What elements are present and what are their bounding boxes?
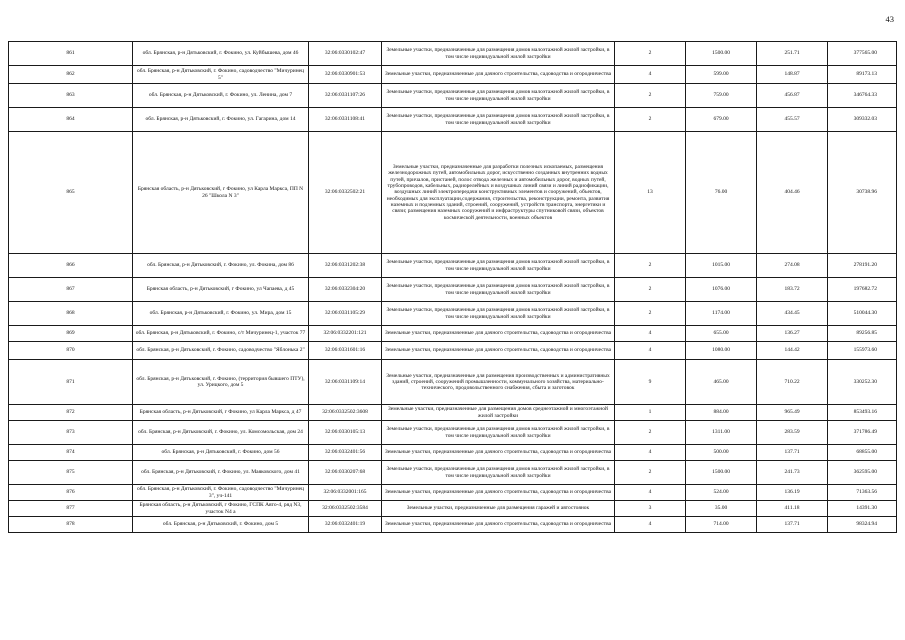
cadastral-value-table — [8, 41, 897, 533]
table-row — [9, 501, 897, 517]
specific-value-cell: 455.57 — [757, 108, 828, 132]
cadastral-value-cell: 98324.94 — [828, 517, 897, 533]
area-cell: 465.00 — [686, 360, 757, 405]
land-use-cell: Земельные участки, предназначенные для дачного строительства, садоводства и огородничества — [382, 342, 615, 360]
address-cell: Брянская область, р-н Дятьковский, г Фокино, ул Карла Маркса, д 47 — [133, 405, 309, 421]
address-cell: обл. Брянская, р-н Дятьковский, г. Фокино, ул. Куйбышева, дом 46 — [133, 42, 309, 66]
table-row — [9, 108, 897, 132]
group-cell: 2 — [615, 278, 686, 302]
row-number-cell: 870 — [9, 342, 133, 360]
row-number-cell: 867 — [9, 278, 133, 302]
address-cell: обл. Брянская, р-н Дятьковский, г. Фокино, ул. Маяковского, дом 41 — [133, 461, 309, 485]
land-use-cell: Земельные участки, предназначенные для дачного строительства, садоводства и огородничества — [382, 66, 615, 84]
land-use-cell: Земельные участки, предназначенные для размещения гаражей и автостоянок — [382, 501, 615, 517]
table-row — [9, 302, 897, 326]
table-body — [9, 42, 897, 533]
address-cell: обл. Брянская, р-н Дятьковский, г. Фокино, (территория бывшего ПТУ), ул. Урицкого, дом 5 — [133, 360, 309, 405]
land-use-cell: Земельные участки, предназначенные для размещения домов малоэтажной жилой застройки, в том числе индивидуальной жилой застройки — [382, 421, 615, 445]
cadastral-number-cell: 32:06:0332001:165 — [309, 485, 382, 501]
area-cell: 524.00 — [686, 485, 757, 501]
land-use-cell: Земельные участки, предназначенные для дачного строительства, садоводства и огородничества — [382, 517, 615, 533]
table-row — [9, 461, 897, 485]
row-number-cell: 872 — [9, 405, 133, 421]
group-cell: 4 — [615, 445, 686, 461]
table-row — [9, 342, 897, 360]
cadastral-number-cell: 32:06:0332304:20 — [309, 278, 382, 302]
cadastral-value-cell: 197682.72 — [828, 278, 897, 302]
cadastral-number-cell: 32:06:0331109:14 — [309, 360, 382, 405]
page-number: 43 — [885, 14, 894, 24]
row-number-cell: 873 — [9, 421, 133, 445]
specific-value-cell: 136.19 — [757, 485, 828, 501]
specific-value-cell: 411.18 — [757, 501, 828, 517]
cadastral-number-cell: 32:06:0330102:47 — [309, 42, 382, 66]
area-cell: 76.00 — [686, 132, 757, 254]
specific-value-cell: 137.71 — [757, 445, 828, 461]
group-cell: 3 — [615, 501, 686, 517]
table-row — [9, 421, 897, 445]
specific-value-cell: 148.87 — [757, 66, 828, 84]
group-cell: 4 — [615, 326, 686, 342]
cadastral-number-cell: 32:06:0330207:68 — [309, 461, 382, 485]
table-row — [9, 66, 897, 84]
row-number-cell: 877 — [9, 501, 133, 517]
area-cell: 35.00 — [686, 501, 757, 517]
cadastral-value-cell: 155973.60 — [828, 342, 897, 360]
cadastral-number-cell: 32:06:0331601:16 — [309, 342, 382, 360]
area-cell: 884.00 — [686, 405, 757, 421]
address-cell: обл. Брянская, р-н Дятьковский, г. Фокино, ул. Мира, дом 15 — [133, 302, 309, 326]
cadastral-number-cell: 32:06:0332502:3584 — [309, 501, 382, 517]
land-use-cell: Земельные участки, предназначенные для размещения домов малоэтажной жилой застройки, в том числе индивидуальной жилой застройки — [382, 278, 615, 302]
area-cell: 714.00 — [686, 517, 757, 533]
address-cell: Брянская область, р-н Дятьковский, г Фокино, ул Карла Маркса, ПП N 26 "Школа N 3" — [133, 132, 309, 254]
group-cell: 2 — [615, 461, 686, 485]
address-cell: Брянская область, р-н Дятьковский, г Фокино, ул Чапаева, д 45 — [133, 278, 309, 302]
table-row — [9, 278, 897, 302]
row-number-cell: 866 — [9, 254, 133, 278]
cadastral-value-cell: 362595.00 — [828, 461, 897, 485]
address-cell: обл. Брянская, р-н Дятьковский, г. Фокино, ул. Комсомольская, дом 24 — [133, 421, 309, 445]
row-number-cell: 861 — [9, 42, 133, 66]
table-row — [9, 132, 897, 254]
specific-value-cell: 404.46 — [757, 132, 828, 254]
table-row — [9, 485, 897, 501]
row-number-cell: 869 — [9, 326, 133, 342]
address-cell: Брянская область, р-н Дятьковский, г Фокино, ГСПК Авто-4, ряд N3, участок N4 а — [133, 501, 309, 517]
area-cell: 1015.00 — [686, 254, 757, 278]
group-cell: 2 — [615, 421, 686, 445]
table-row — [9, 517, 897, 533]
area-cell: 1174.00 — [686, 302, 757, 326]
cadastral-number-cell: 32:06:0332401:19 — [309, 517, 382, 533]
cadastral-value-cell: 510044.30 — [828, 302, 897, 326]
specific-value-cell: 283.59 — [757, 421, 828, 445]
land-use-cell: Земельные участки, предназначенные для размещения домов малоэтажной жилой застройки, в том числе индивидуальной жилой застройки — [382, 84, 615, 108]
cadastral-number-cell: 32:06:0331105:29 — [309, 302, 382, 326]
address-cell: обл. Брянская, р-н Дятьковский, г. Фокино, ул. Фокина, дом 86 — [133, 254, 309, 278]
land-use-cell: Земельные участки, предназначенные для размещения домов среднеэтажной и многоэтажной жилой застройки — [382, 405, 615, 421]
cadastral-number-cell: 32:06:0331107:26 — [309, 84, 382, 108]
cadastral-value-cell: 14391.30 — [828, 501, 897, 517]
cadastral-number-cell: 32:06:0331108:41 — [309, 108, 382, 132]
address-cell: обл. Брянская, р-н Дятьковский, г. Фокино, садоводчество "Мичуринец 3", уч-141 — [133, 485, 309, 501]
group-cell: 1 — [615, 405, 686, 421]
cadastral-number-cell: 32:06:0332502:21 — [309, 132, 382, 254]
row-number-cell: 875 — [9, 461, 133, 485]
specific-value-cell: 434.45 — [757, 302, 828, 326]
row-number-cell: 874 — [9, 445, 133, 461]
row-number-cell: 865 — [9, 132, 133, 254]
cadastral-value-cell: 68855.00 — [828, 445, 897, 461]
address-cell: обл. Брянская, р-н Дятьковский, г. Фокино, садоводчество "Яблонька 2" — [133, 342, 309, 360]
group-cell: 4 — [615, 66, 686, 84]
group-cell: 2 — [615, 108, 686, 132]
land-use-cell: Земельные участки, предназначенные для дачного строительства, садоводства и огородничества — [382, 485, 615, 501]
group-cell: 4 — [615, 517, 686, 533]
address-cell: обл. Брянская, р-н Дятьковский, г. Фокино, с/т Мичуринец-1, участок 77 — [133, 326, 309, 342]
area-cell: 655.00 — [686, 326, 757, 342]
group-cell: 13 — [615, 132, 686, 254]
specific-value-cell: 965.49 — [757, 405, 828, 421]
land-use-cell: Земельные участки, предназначенные для разработки полезных ископаемых, размещения железнодорожных путей, автомобильных дорог, искусственно созданных внутренних водных путей, причалов, пристаней, полос отвода железных и автомобильных дорог, водных путей, трубопроводов, кабельных, радиорелейных и воздушных линий связи и линий радиофикации, воздушных линий электропередачи конструктивных элементов и сооружений, объектов, необходимых для эксплуатации,содержания, строительства, реконструкции, ремонта, развития наземных и подземных зданий, строений, сооружений, устройств транспорта, энергетики и связи; размещения наземных сооружений и инфраструктуры спутниковой связи, объектов космической деятельности, военных объектов — [382, 132, 615, 254]
land-use-cell: Земельные участки, предназначенные для размещения домов малоэтажной жилой застройки, в том числе индивидуальной жилой застройки — [382, 254, 615, 278]
specific-value-cell: 136.27 — [757, 326, 828, 342]
cadastral-value-cell: 71363.56 — [828, 485, 897, 501]
cadastral-value-cell: 377565.00 — [828, 42, 897, 66]
cadastral-number-cell: 32:06:0330105:13 — [309, 421, 382, 445]
group-cell: 4 — [615, 485, 686, 501]
row-number-cell: 878 — [9, 517, 133, 533]
table-row — [9, 445, 897, 461]
land-use-cell: Земельные участки, предназначенные для размещения производственных и административных зданий, строений, сооружений промышленности, коммунального хозяйства, материально-технического, продовольственного снабжения, сбыта и заготовок — [382, 360, 615, 405]
cadastral-value-cell: 330252.30 — [828, 360, 897, 405]
group-cell: 2 — [615, 254, 686, 278]
cadastral-value-cell: 89256.85 — [828, 326, 897, 342]
cadastral-value-cell: 853493.16 — [828, 405, 897, 421]
area-cell: 679.00 — [686, 108, 757, 132]
area-cell: 1500.00 — [686, 461, 757, 485]
land-use-cell: Земельные участки, предназначенные для дачного строительства, садоводства и огородничества — [382, 445, 615, 461]
group-cell: 2 — [615, 84, 686, 108]
cadastral-value-cell: 30738.96 — [828, 132, 897, 254]
table-row — [9, 84, 897, 108]
specific-value-cell: 274.08 — [757, 254, 828, 278]
address-cell: обл. Брянская, р-н Дятьковский, г. Фокино, дом 5 — [133, 517, 309, 533]
area-cell: 1500.00 — [686, 42, 757, 66]
land-use-cell: Земельные участки, предназначенные для дачного строительства, садоводства и огородничества — [382, 326, 615, 342]
row-number-cell: 876 — [9, 485, 133, 501]
area-cell: 599.00 — [686, 66, 757, 84]
address-cell: обл. Брянская, р-н Дятьковский, г. Фокино, садоводчество "Мичуринец 5" — [133, 66, 309, 84]
cadastral-value-cell: 309332.03 — [828, 108, 897, 132]
row-number-cell: 864 — [9, 108, 133, 132]
cadastral-number-cell: 32:06:0332401:56 — [309, 445, 382, 461]
land-use-cell: Земельные участки, предназначенные для размещения домов малоэтажной жилой застройки, в том числе индивидуальной жилой застройки — [382, 302, 615, 326]
address-cell: обл. Брянская, р-н Дятьковский, г. Фокино, дом 56 — [133, 445, 309, 461]
area-cell: 759.00 — [686, 84, 757, 108]
row-number-cell: 871 — [9, 360, 133, 405]
land-use-cell: Земельные участки, предназначенные для размещения домов малоэтажной жилой застройки, в том числе индивидуальной жилой застройки — [382, 108, 615, 132]
group-cell: 4 — [615, 342, 686, 360]
cadastral-number-cell: 32:06:0332201:121 — [309, 326, 382, 342]
group-cell: 2 — [615, 42, 686, 66]
address-cell: обл. Брянская, р-н Дятьковский, г. Фокино, ул. Ленина, дом 7 — [133, 84, 309, 108]
specific-value-cell: 710.22 — [757, 360, 828, 405]
table-row — [9, 405, 897, 421]
specific-value-cell: 137.71 — [757, 517, 828, 533]
area-cell: 500.00 — [686, 445, 757, 461]
specific-value-cell: 183.72 — [757, 278, 828, 302]
table-row — [9, 254, 897, 278]
address-cell: обл. Брянская, р-н Дятьковский, г. Фокино, ул. Гагарина, дом 14 — [133, 108, 309, 132]
area-cell: 1080.00 — [686, 342, 757, 360]
cadastral-number-cell: 32:06:0330901:53 — [309, 66, 382, 84]
row-number-cell: 868 — [9, 302, 133, 326]
specific-value-cell: 251.71 — [757, 42, 828, 66]
area-cell: 1076.00 — [686, 278, 757, 302]
land-use-cell: Земельные участки, предназначенные для размещения домов малоэтажной жилой застройки, в том числе индивидуальной жилой застройки — [382, 461, 615, 485]
area-cell: 1311.00 — [686, 421, 757, 445]
cadastral-value-cell: 278191.20 — [828, 254, 897, 278]
land-use-cell: Земельные участки, предназначенные для размещения домов малоэтажной жилой застройки, в том числе индивидуальной жилой застройки — [382, 42, 615, 66]
group-cell: 9 — [615, 360, 686, 405]
cadastral-number-cell: 32:06:0332502:3608 — [309, 405, 382, 421]
row-number-cell: 862 — [9, 66, 133, 84]
row-number-cell: 863 — [9, 84, 133, 108]
table-row — [9, 326, 897, 342]
table-row — [9, 360, 897, 405]
specific-value-cell: 241.73 — [757, 461, 828, 485]
specific-value-cell: 456.87 — [757, 84, 828, 108]
cadastral-value-cell: 346764.33 — [828, 84, 897, 108]
cadastral-value-cell: 89173.13 — [828, 66, 897, 84]
table-row — [9, 42, 897, 66]
specific-value-cell: 144.42 — [757, 342, 828, 360]
cadastral-value-cell: 371786.49 — [828, 421, 897, 445]
cadastral-number-cell: 32:06:0331202:38 — [309, 254, 382, 278]
group-cell: 2 — [615, 302, 686, 326]
